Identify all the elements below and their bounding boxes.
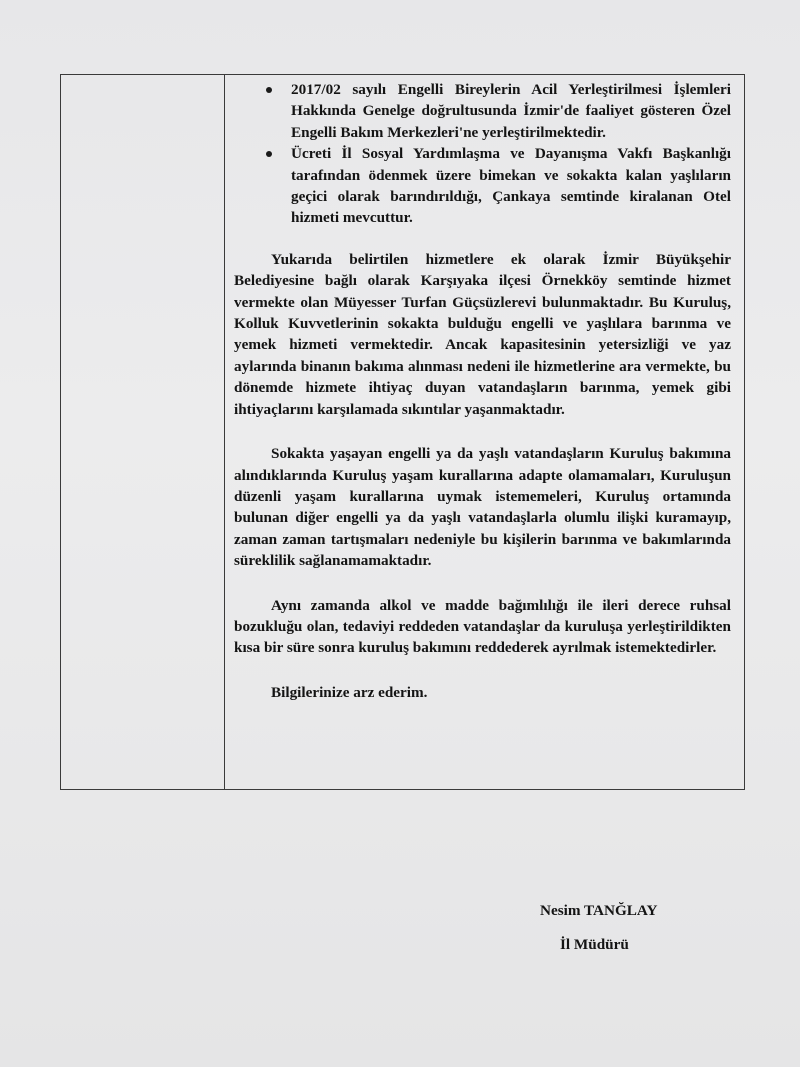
paragraph-services: Yukarıda belirtilen hizmetlere ek olarak İzmir Büyükşehir Belediyesine bağlı olarak Karşıyaka ilçesi Örnekköy semtinde hizmet vermekte olan Müyesser Turfan Güçsüzlerevi bulunmaktadır. Bu Kuruluş, Kolluk Kuvvetlerinin sokakta bulduğu engelli ve yaşlılara barınma ve yemek hizmeti vermektedir. Ancak kapasitesinin yetersizliği ve yaz aylarında binanın bakıma alınması nedeni ile hizmetlerine ara vermekte, bu dönemde hizmete ihtiyaç duyan vatandaşların barınma, yemek gibi ihtiyaçlarını karşılamada sıkıntılar yaşanmaktadır. bbox=[234, 250, 731, 418]
column-divider bbox=[224, 75, 225, 789]
paragraph-adaptation: Sokakta yaşayan engelli ya da yaşlı vatandaşların Kuruluş bakımına alındıklarında Kuruluş yaşam kurallarına adapte olamamaları, Kuruluşun düzenli yaşam kurallarına uymak istememeleri, Kuruluş ortamında bulunan diğer engelli ya da yaşlı vatandaşlarla olumlu ilişki kuramayıp, zaman zaman tartışmaları nedeniyle bu kişilerin barınma ve bakımlarında süreklilik sağlanamamaktadır. bbox=[234, 445, 731, 570]
bullet-list bbox=[234, 79, 731, 229]
closing-line: Bilgilerinize arz ederim. bbox=[271, 683, 428, 701]
paragraph-addiction: Aynı zamanda alkol ve madde bağımlılığı ile ileri derece ruhsal bozukluğu olan, tedaviyi reddeden vatandaşlar da kuruluşa yerleştirildikten kısa bir süre sonra kuruluş bakımını reddederek ayrılmak istemektedirler. bbox=[234, 596, 731, 657]
bullet-item bbox=[234, 143, 731, 229]
bullet-item bbox=[234, 79, 731, 143]
document-table bbox=[60, 74, 745, 790]
bullet-text: 2017/02 sayılı Engelli Bireylerin Acil Yerleştirilmesi İşlemleri Hakkında Genelge doğrultusunda İzmir'de faaliyet gösteren Özel Engelli Bakım Merkezleri'ne yerleştirilmektedir. bbox=[291, 81, 731, 141]
content-cell bbox=[234, 79, 731, 703]
signature-name: Nesim TANĞLAY bbox=[540, 902, 658, 919]
bullet-icon bbox=[266, 87, 272, 93]
bullet-text: Ücreti İl Sosyal Yardımlaşma ve Dayanışma Vakfı Başkanlığı tarafından ödenmek üzere bimekan ve sokakta kalan yaşlıların geçici olarak barındırıldığı, Çankaya semtinde kiralanan Otel hizmeti mevcuttur. bbox=[291, 145, 731, 227]
bullet-icon bbox=[266, 151, 272, 157]
signature-title: İl Müdürü bbox=[560, 936, 629, 953]
